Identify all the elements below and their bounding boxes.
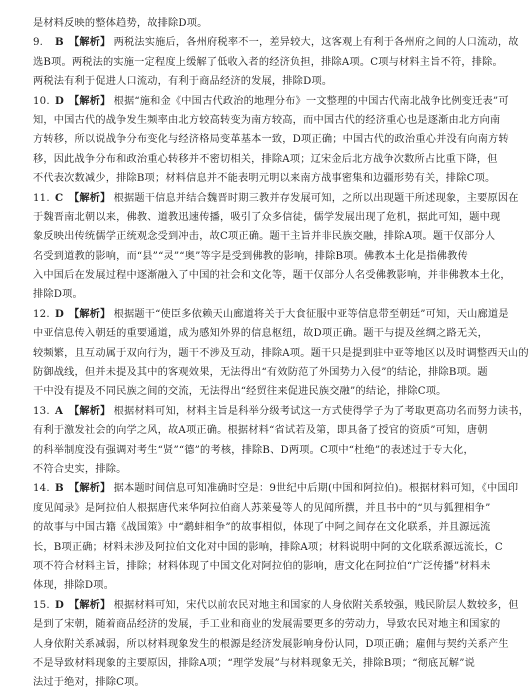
text-line	[33, 441, 480, 460]
text-line	[33, 150, 498, 169]
line-text: 的故事与中国古籍《战国策》中“鹬蚌相争”的故事相似，体现了中阿之间存在文化联系，并且源远流	[33, 522, 491, 534]
text-line	[33, 305, 509, 324]
text-line	[33, 615, 501, 634]
line-text: 法过于绝对，排除C项。	[33, 677, 145, 689]
line-text: 根据“施和金《中国古代政治的地理分布》一文整理的中国古代南北战争比例变迁表”可	[113, 95, 509, 107]
line-text: 是到了宋朝，随着商品经济的发展，手工业和商业的发展需要更多的劳动力，导致农民对地主和国家的	[33, 619, 501, 631]
text-line	[33, 596, 519, 615]
text-line	[33, 479, 519, 498]
analysis-tag: 【解析】	[69, 94, 111, 107]
line-text: 中亚信息传入朝廷的重要通道，成为感知外界的信息枢纽，故D项正确。题干与提及丝绸之路无关，	[33, 328, 489, 340]
analysis-tag: 【解析】	[69, 404, 111, 417]
answer-letter: B	[55, 36, 64, 49]
line-text: 方转移，所以说战争分布变化与经济格局变革基本一致，D项正确；中国古代的政治重心并没有向南方转	[33, 134, 509, 146]
question-number: 15.	[33, 599, 50, 611]
line-text: 移，因此战争分布和政治重心转移并不密切相关，排除A项；辽宋金后北方战争次数所占比重下降，但	[33, 153, 498, 165]
line-text: 两税法实施后，各州府税率不一，差异较大，这客观上有利于各州府之间的人口流动，故	[113, 37, 519, 49]
line-text: 防御战线，但并未提及其中的客观效果，无法得出“有效防范了外国势力入侵”的结论，排除B项。题	[33, 367, 488, 379]
line-text: 排除D项。	[33, 289, 83, 301]
line-text: 干中没有提及不同民族之间的交流，无法得出“经贸往来促进民族交融”的结论，排除C项。	[33, 386, 447, 398]
analysis-tag: 【解析】	[69, 191, 111, 204]
analysis-tag: 【解析】	[69, 482, 111, 495]
analysis-tag: 【解析】	[69, 598, 111, 611]
text-line	[33, 402, 529, 421]
text-line	[33, 266, 511, 285]
answer-letter: B	[55, 482, 64, 495]
text-line	[33, 72, 480, 91]
line-text: 不代表次数减少，排除B项；材料信息并不能表明元明以来南方战事密集和边疆形势有关，排除C项。	[33, 173, 496, 185]
line-text: 根据题干“使臣多依赖天山廊道将关于大食征服中亚等信息带至朝廷”可知，天山廊道是	[113, 308, 509, 320]
answer-letter: D	[55, 598, 65, 611]
analysis-tag: 【解析】	[69, 36, 111, 49]
text-line	[33, 208, 501, 227]
line-text: 根据材料可知，宋代以前农民对地主和国家的人身依附关系较强，贱民阶层人数较多，但	[113, 599, 519, 611]
line-text: 体现，排除D项。	[33, 580, 115, 592]
text-line	[33, 285, 480, 304]
line-text: 名受到道教的影响，而“县”“灵”“奥”等字是受到佛教的影响，排除B项。佛教本土化是指佛教传	[33, 250, 468, 262]
text-line	[33, 518, 491, 537]
line-text: 不符合史实，排除。	[33, 463, 127, 475]
text-line	[33, 169, 496, 188]
answer-letter: D	[55, 307, 65, 320]
line-text: 入中国后在发展过程中逐渐融入了中国的社会和文化等，题干仅部分人名受佛教影响，并非佛教本土化，	[33, 270, 511, 282]
line-text: 人身依附关系减弱，所以材料现象发生的根源是经济发展影响身份认同，D项正确；雇佣与契约关系产生	[33, 638, 509, 650]
line-text: 两税法有利于促进人口流动，有利于商品经济的发展，排除D项。	[33, 76, 333, 88]
line-text: 据本题时间信息可知准确时空是：9世纪中后期(中国和阿拉伯)。根据材料可知，《中国印	[113, 483, 519, 495]
text-line	[33, 92, 509, 111]
question-number: 10.	[33, 95, 50, 107]
line-text: 象反映出传统儒学正统观念受到冲击，故C项正确。题干主旨并非民族交融，排除A项。题干仅部分人	[33, 231, 496, 243]
text-line	[33, 576, 480, 595]
text-line	[33, 382, 480, 401]
line-text: 于魏晋南北朝以来，佛教、道教迅速传播，吸引了众多信徒，儒学发展出现了危机，据此可知，题中现	[33, 211, 501, 223]
text-line	[33, 654, 480, 673]
text-line	[33, 363, 488, 382]
line-text: 不是导致材料现象的主要原因，排除A项；“理学发展”与材料现象无关，排除B项；“彻底瓦解”说	[33, 657, 475, 669]
text-line	[33, 421, 488, 440]
text-line	[33, 111, 501, 130]
text-line	[33, 499, 491, 518]
analysis-tag: 【解析】	[69, 307, 111, 320]
line-text: 选B项。两税法的实施一定程度上缓解了低收入者的经济负担，排除A项。C项与材料主旨不符，排除。	[33, 56, 503, 68]
answer-letter: C	[55, 191, 64, 204]
text-line	[33, 324, 489, 343]
question-number: 14.	[33, 483, 50, 495]
text-line	[33, 227, 496, 246]
line-text: 较频繁，且互动属于双向行为，题干不涉及互动，排除A项。题干只是提到驻中亚等地区以及时调整西天山的	[33, 347, 529, 359]
text-line	[33, 344, 529, 363]
question-number: 11.	[33, 192, 50, 204]
text-line	[33, 557, 491, 576]
question-number: 12.	[33, 308, 50, 320]
text-line	[33, 673, 480, 692]
text-line	[33, 460, 480, 479]
line-text: 度见闻录》是阿拉伯人根据唐代来华阿拉伯商人苏莱曼等人的见闻所撰，并且书中的“贝与狐狸相争”	[33, 502, 491, 514]
text-line	[33, 538, 503, 557]
line-text: 知，中国古代的战争发生频率由北方较高转变为南方较高，而中国古代的经济重心也是逐渐由北方向南	[33, 114, 501, 126]
answer-letter: A	[55, 404, 64, 417]
line-text: 长，B项正确；材料未涉及阿拉伯文化对中国的影响，排除A项；材料说明中阿的文化联系源远流长，C	[33, 541, 503, 553]
text-line	[33, 247, 480, 266]
line-text: 根据题干信息并结合魏晋时期三教并存发展可知，之所以出现题干所述现象，主要原因在	[113, 192, 519, 204]
text-line	[33, 14, 480, 33]
line-text: 有利于激发社会的向学之风，故A项正确。根据材料“省试若及第，即具备了授官的资质”可知，唐朝	[33, 425, 488, 437]
line-text: 项不符合材料主旨，排除；材料体现了中国文化对阿拉伯的影响，唐文化在阿拉伯“广泛传播”材料未	[33, 560, 491, 572]
text-line	[33, 130, 509, 149]
line-text: 的科举制度没有强调对考生“贤”“德”的考核，排除B、D两项。C项中“杜绝”的表述过于专大化，	[33, 444, 474, 456]
text-line	[33, 33, 519, 52]
question-number: 13.	[33, 405, 50, 417]
text-line	[33, 635, 509, 654]
answer-letter: D	[55, 94, 65, 107]
answer-explanations	[33, 14, 529, 693]
line-text: 根据材料可知，材料主旨是科举分级考试这一方式使得学子为了考取更高功名而努力读书，	[113, 405, 529, 417]
line-text: 是材料反映的整体趋势，故排除D项。	[33, 18, 208, 29]
text-line	[33, 53, 503, 72]
text-line	[33, 189, 519, 208]
question-number: 9.	[33, 37, 44, 49]
